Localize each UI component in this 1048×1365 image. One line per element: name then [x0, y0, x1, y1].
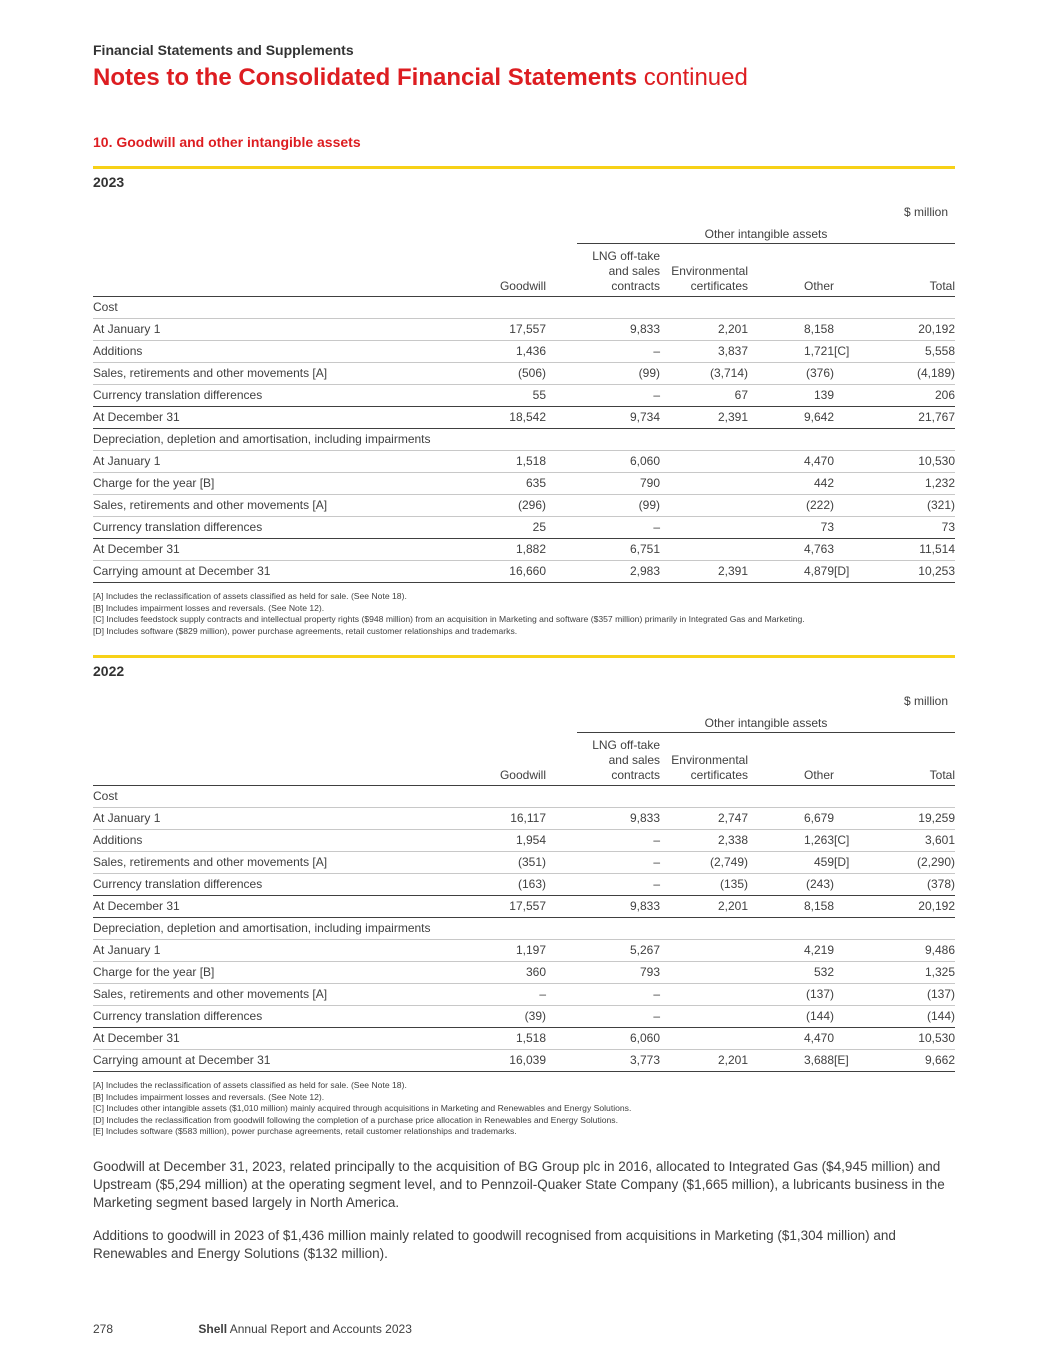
- row-label: Additions: [93, 830, 438, 852]
- table-row: [93, 319, 955, 341]
- row-label: At December 31: [93, 1028, 438, 1050]
- table-row: [93, 852, 955, 874]
- value-cell: 1,882: [438, 539, 546, 561]
- body-paragraph: Additions to goodwill in 2023 of $1,436 million mainly related to goodwill recognised from acquisitions in Marketing ($1,304 million) and Renewables and Energy Solutions ($132 million).: [93, 1228, 896, 1261]
- value-cell: 9,833: [546, 319, 660, 341]
- row-label: Sales, retirements and other movements [A]: [93, 852, 438, 874]
- table-row: [93, 385, 955, 407]
- value-cell: 4,879: [748, 561, 834, 583]
- report-name: Annual Report and Accounts 2023: [229, 1322, 412, 1336]
- value-cell: –: [546, 341, 660, 363]
- footnote: [C] Includes feedstock supply contracts and intellectual property rights ($948 million) from an acquisition in Marketing and software ($357 million) primarily in Integrated Gas and Marketing.: [93, 614, 805, 624]
- footnote: [D] Includes software ($829 million), power purchase agreements, retail customer relationships and trademarks.: [93, 625, 518, 636]
- value-cell: 17,557: [438, 319, 546, 341]
- value-cell: (144): [748, 1006, 834, 1028]
- section-title: 10. Goodwill and other intangible assets: [93, 134, 361, 150]
- value-cell: 9,833: [546, 896, 660, 918]
- row-label: Cost: [93, 297, 955, 319]
- value-cell: (376): [748, 363, 834, 385]
- row-label: Depreciation, depletion and amortisation, including impairments: [93, 918, 955, 940]
- value-cell: 2,983: [546, 561, 660, 583]
- value-cell: [660, 517, 748, 539]
- value-cell: 9,662: [864, 1050, 955, 1072]
- value-cell: [660, 984, 748, 1006]
- value-cell: (99): [546, 363, 660, 385]
- value-cell: –: [546, 984, 660, 1006]
- value-cell: 6,679: [748, 808, 834, 830]
- value-cell: 139: [748, 385, 834, 407]
- value-cell: –: [546, 830, 660, 852]
- value-cell: (2,749): [660, 852, 748, 874]
- note-ref: [834, 495, 864, 517]
- table-row: [93, 473, 955, 495]
- value-cell: (3,714): [660, 363, 748, 385]
- col-note: [834, 738, 864, 786]
- value-cell: (144): [864, 1006, 955, 1028]
- value-cell: 2,201: [660, 896, 748, 918]
- value-cell: 17,557: [438, 896, 546, 918]
- table-row: [93, 407, 955, 429]
- value-cell: 459: [748, 852, 834, 874]
- note-ref: [D]: [834, 852, 864, 874]
- brand-name: Shell: [198, 1322, 228, 1336]
- note-ref: [E]: [834, 1050, 864, 1072]
- value-cell: [660, 1028, 748, 1050]
- page-title: [93, 64, 748, 92]
- table-header-row: [93, 738, 955, 786]
- value-cell: [660, 495, 748, 517]
- col-lng: LNG off-take and sales contracts: [546, 738, 660, 786]
- value-cell: (321): [864, 495, 955, 517]
- value-cell: 20,192: [864, 896, 955, 918]
- row-label: At December 31: [93, 407, 438, 429]
- note-ref: [834, 539, 864, 561]
- value-cell: 1,518: [438, 451, 546, 473]
- note-ref: [C]: [834, 341, 864, 363]
- value-cell: 67: [660, 385, 748, 407]
- table-row: [93, 918, 955, 940]
- table-row: [93, 984, 955, 1006]
- row-label: Carrying amount at December 31: [93, 561, 438, 583]
- value-cell: 1,954: [438, 830, 546, 852]
- value-cell: 9,734: [546, 407, 660, 429]
- value-cell: 8,158: [748, 319, 834, 341]
- row-label: Additions: [93, 341, 438, 363]
- footnote: [B] Includes impairment losses and reversals. (See Note 12).: [93, 602, 325, 613]
- value-cell: (135): [660, 874, 748, 896]
- footnote: [A] Includes the reclassification of assets classified as held for sale. (See Note 18).: [93, 591, 407, 601]
- unit-label: $ million: [903, 694, 948, 708]
- col-goodwill: Goodwill: [438, 249, 546, 297]
- value-cell: –: [546, 874, 660, 896]
- value-cell: 1,436: [438, 341, 546, 363]
- value-cell: 1,721: [748, 341, 834, 363]
- value-cell: 635: [438, 473, 546, 495]
- year-label: 2022: [93, 663, 125, 679]
- table-row: [93, 1006, 955, 1028]
- note-ref: [834, 363, 864, 385]
- value-cell: 1,263: [748, 830, 834, 852]
- value-cell: (243): [748, 874, 834, 896]
- table-row: [93, 874, 955, 896]
- value-cell: 10,253: [864, 561, 955, 583]
- note-ref: [834, 319, 864, 341]
- row-label: Currency translation differences: [93, 874, 438, 896]
- value-cell: (2,290): [864, 852, 955, 874]
- col-environmental: Environmental certificates: [660, 738, 748, 786]
- col-total: Total: [864, 738, 955, 786]
- value-cell: 73: [864, 517, 955, 539]
- table-row: [93, 539, 955, 561]
- row-label: At December 31: [93, 896, 438, 918]
- value-cell: 8,158: [748, 896, 834, 918]
- footnote: [C] Includes other intangible assets ($1,010 million) mainly acquired through acquisitions in Marketing and Renewables and Energy Solutions.: [93, 1103, 632, 1113]
- value-cell: (137): [864, 984, 955, 1006]
- table-row: [93, 830, 955, 852]
- row-label: Currency translation differences: [93, 385, 438, 407]
- col-goodwill: Goodwill: [438, 738, 546, 786]
- table-header-row: [93, 249, 955, 297]
- note-ref: [D]: [834, 561, 864, 583]
- col-environmental: Environmental certificates: [660, 249, 748, 297]
- value-cell: 793: [546, 962, 660, 984]
- value-cell: 4,219: [748, 940, 834, 962]
- value-cell: [660, 539, 748, 561]
- row-label: Currency translation differences: [93, 1006, 438, 1028]
- footnotes-2023: [93, 591, 955, 637]
- value-cell: (296): [438, 495, 546, 517]
- table-row: [93, 297, 955, 319]
- value-cell: 10,530: [864, 451, 955, 473]
- row-label: At January 1: [93, 808, 438, 830]
- value-cell: 3,773: [546, 1050, 660, 1072]
- row-label: Cost: [93, 786, 955, 808]
- table-row: [93, 896, 955, 918]
- value-cell: (39): [438, 1006, 546, 1028]
- footnote: [D] Includes the reclassification from goodwill following the completion of a purchase price allocation in Renewables and Energy Solutions.: [93, 1114, 618, 1125]
- col-lng: LNG off-take and sales contracts: [546, 249, 660, 297]
- value-cell: 360: [438, 962, 546, 984]
- value-cell: 790: [546, 473, 660, 495]
- col-other: Other: [748, 738, 834, 786]
- footnote: [A] Includes the reclassification of assets classified as held for sale. (See Note 18).: [93, 1080, 407, 1090]
- footnote: [B] Includes impairment losses and reversals. (See Note 12).: [93, 1091, 325, 1102]
- value-cell: 4,470: [748, 1028, 834, 1050]
- footnote: [E] Includes software ($583 million), power purchase agreements, retail customer relationships and trademarks.: [93, 1126, 517, 1136]
- value-cell: 442: [748, 473, 834, 495]
- value-cell: 4,470: [748, 451, 834, 473]
- col-total: Total: [864, 249, 955, 297]
- value-cell: 5,267: [546, 940, 660, 962]
- value-cell: 6,751: [546, 539, 660, 561]
- value-cell: 16,660: [438, 561, 546, 583]
- value-cell: 206: [864, 385, 955, 407]
- value-cell: 16,039: [438, 1050, 546, 1072]
- value-cell: (4,189): [864, 363, 955, 385]
- value-cell: 55: [438, 385, 546, 407]
- col-other: Other: [748, 249, 834, 297]
- financial-table-2022: [93, 738, 955, 1072]
- row-label: Sales, retirements and other movements [A]: [93, 495, 438, 517]
- value-cell: 10,530: [864, 1028, 955, 1050]
- value-cell: [660, 451, 748, 473]
- value-cell: (351): [438, 852, 546, 874]
- row-label: At December 31: [93, 539, 438, 561]
- section-rule: [93, 655, 955, 658]
- value-cell: 21,767: [864, 407, 955, 429]
- value-cell: (378): [864, 874, 955, 896]
- table-row: [93, 429, 955, 451]
- note-ref: [834, 1006, 864, 1028]
- table-row: [93, 786, 955, 808]
- value-cell: –: [438, 984, 546, 1006]
- financial-table-2023: [93, 249, 955, 583]
- supertitle: Financial Statements and Supplements: [93, 42, 354, 58]
- value-cell: 9,642: [748, 407, 834, 429]
- row-label: At January 1: [93, 319, 438, 341]
- value-cell: 2,338: [660, 830, 748, 852]
- row-label: Sales, retirements and other movements [A]: [93, 984, 438, 1006]
- page-number: 278: [93, 1322, 114, 1336]
- row-label: At January 1: [93, 451, 438, 473]
- group-header: Other intangible assets: [577, 716, 955, 733]
- value-cell: 1,325: [864, 962, 955, 984]
- value-cell: 2,201: [660, 1050, 748, 1072]
- value-cell: (163): [438, 874, 546, 896]
- body-paragraph: Goodwill at December 31, 2023, related principally to the acquisition of BG Group plc in 2016, allocated to Integrated Gas ($4,945 million) and Upstream ($5,294 million) at the operating segment level, and to Pennzoil-Quaker State Company ($1,665 million), a lubricants business in the Marketing segment based largely in North America.: [93, 1159, 945, 1210]
- note-ref: [834, 473, 864, 495]
- table-row: [93, 940, 955, 962]
- value-cell: 6,060: [546, 451, 660, 473]
- year-block-2022: [93, 655, 955, 1136]
- row-label: Currency translation differences: [93, 517, 438, 539]
- value-cell: [660, 473, 748, 495]
- value-cell: –: [546, 385, 660, 407]
- value-cell: [660, 962, 748, 984]
- unit-label: $ million: [903, 205, 948, 219]
- year-label: 2023: [93, 174, 125, 190]
- value-cell: 2,391: [660, 407, 748, 429]
- note-ref: [834, 940, 864, 962]
- header-blank: [93, 249, 438, 297]
- value-cell: 3,837: [660, 341, 748, 363]
- value-cell: 3,601: [864, 830, 955, 852]
- value-cell: 9,486: [864, 940, 955, 962]
- note-ref: [834, 451, 864, 473]
- title-suffix: continued: [643, 64, 748, 91]
- table-row: [93, 1028, 955, 1050]
- value-cell: –: [546, 1006, 660, 1028]
- value-cell: 2,391: [660, 561, 748, 583]
- note-ref: [834, 874, 864, 896]
- value-cell: 2,747: [660, 808, 748, 830]
- table-row: [93, 962, 955, 984]
- value-cell: 2,201: [660, 319, 748, 341]
- table-row: [93, 808, 955, 830]
- row-label: At January 1: [93, 940, 438, 962]
- value-cell: 25: [438, 517, 546, 539]
- page-footer: [93, 1322, 412, 1336]
- table-row: [93, 517, 955, 539]
- section-rule: [93, 166, 955, 169]
- table-row: [93, 1050, 955, 1072]
- value-cell: 1,518: [438, 1028, 546, 1050]
- footnotes-2022: [93, 1080, 955, 1138]
- value-cell: 73: [748, 517, 834, 539]
- value-cell: 4,763: [748, 539, 834, 561]
- value-cell: (99): [546, 495, 660, 517]
- value-cell: 5,558: [864, 341, 955, 363]
- note-ref: [834, 808, 864, 830]
- header-blank: [93, 738, 438, 786]
- value-cell: 532: [748, 962, 834, 984]
- value-cell: [660, 1006, 748, 1028]
- table-row: [93, 363, 955, 385]
- row-label: Carrying amount at December 31: [93, 1050, 438, 1072]
- value-cell: –: [546, 517, 660, 539]
- value-cell: 19,259: [864, 808, 955, 830]
- note-ref: [834, 1028, 864, 1050]
- row-label: Charge for the year [B]: [93, 473, 438, 495]
- table-row: [93, 341, 955, 363]
- table-row: [93, 451, 955, 473]
- note-ref: [834, 896, 864, 918]
- value-cell: 1,232: [864, 473, 955, 495]
- row-label: Sales, retirements and other movements [A]: [93, 363, 438, 385]
- value-cell: –: [546, 852, 660, 874]
- value-cell: 11,514: [864, 539, 955, 561]
- note-ref: [834, 962, 864, 984]
- value-cell: 9,833: [546, 808, 660, 830]
- year-block-2023: [93, 166, 955, 636]
- value-cell: 16,117: [438, 808, 546, 830]
- row-label: Depreciation, depletion and amortisation, including impairments: [93, 429, 955, 451]
- row-label: Charge for the year [B]: [93, 962, 438, 984]
- value-cell: 3,688: [748, 1050, 834, 1072]
- table-row: [93, 495, 955, 517]
- value-cell: 1,197: [438, 940, 546, 962]
- table-row: [93, 561, 955, 583]
- value-cell: (137): [748, 984, 834, 1006]
- value-cell: (222): [748, 495, 834, 517]
- value-cell: [660, 940, 748, 962]
- value-cell: 6,060: [546, 1028, 660, 1050]
- value-cell: 18,542: [438, 407, 546, 429]
- title-main: Notes to the Consolidated Financial Statements: [93, 64, 638, 91]
- group-header: Other intangible assets: [577, 227, 955, 244]
- note-ref: [C]: [834, 830, 864, 852]
- note-ref: [834, 407, 864, 429]
- note-ref: [834, 984, 864, 1006]
- note-ref: [834, 517, 864, 539]
- value-cell: 20,192: [864, 319, 955, 341]
- value-cell: (506): [438, 363, 546, 385]
- col-note: [834, 249, 864, 297]
- note-ref: [834, 385, 864, 407]
